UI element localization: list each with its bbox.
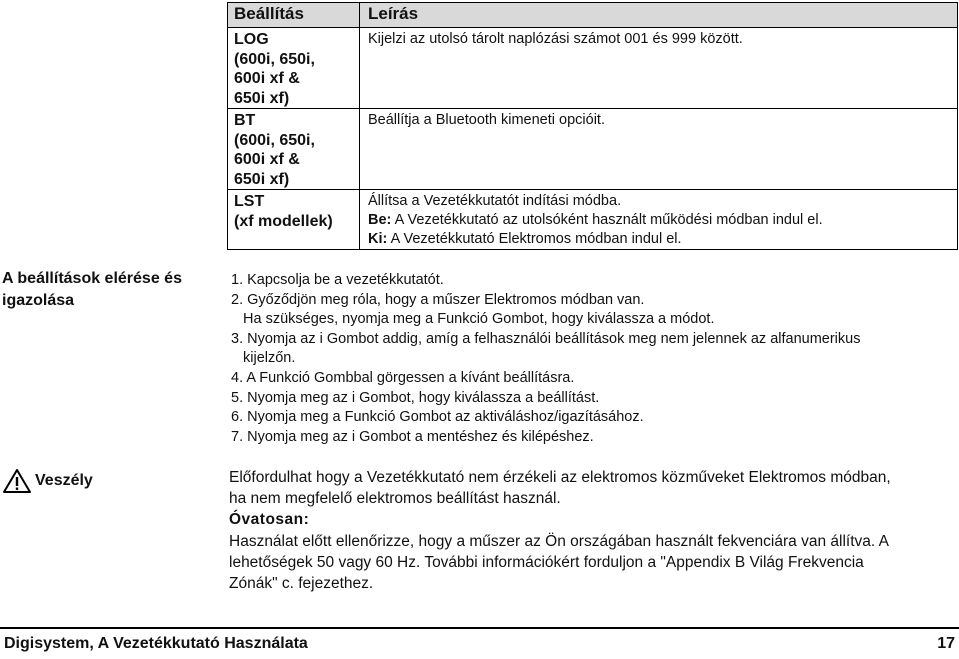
ki-label: Ki: xyxy=(368,231,388,247)
setting-cell xyxy=(228,28,360,109)
setting-line: 650i xf) xyxy=(234,89,290,107)
table-row xyxy=(228,190,958,250)
step-item: 3. Nyomja az i Gombot addig, amíg a felhasználói beállítások meg nem jelennek az alfanumerikus xyxy=(231,330,861,347)
table-row xyxy=(228,28,958,109)
setting-line: 600i xf & xyxy=(234,70,300,87)
table-header-row xyxy=(228,3,958,28)
description-cell xyxy=(360,109,958,190)
danger-line: Előfordulhat hogy a Vezetékkutató nem érzékeli az elektromos közműveket Elektromos módban, xyxy=(229,469,891,486)
table-row xyxy=(228,109,958,190)
step-item: Ha szükséges, nyomja meg a Funkció Gombot, hogy kiválassza a módot. xyxy=(243,311,715,328)
setting-line: BT xyxy=(234,112,256,129)
be-text: A Vezetékkutató az utolsóként használt működési módban indul el. xyxy=(391,212,823,228)
step-item: 5. Nyomja meg az i Gombot, hogy kiválassza a beállítást. xyxy=(231,389,600,406)
access-heading-line: igazolása xyxy=(2,292,75,309)
ki-text: A Vezetékkutató Elektromos módban indul el. xyxy=(387,231,682,247)
access-heading xyxy=(2,268,207,312)
page-footer xyxy=(0,627,959,659)
caution-label: Óvatosan: xyxy=(229,511,310,529)
settings-table xyxy=(227,2,958,250)
ki-line xyxy=(368,230,957,249)
page-number: 17 xyxy=(937,635,955,652)
steps-list xyxy=(231,271,957,447)
description-line: Állítsa a Vezetékkutatót indítási módba. xyxy=(368,193,622,209)
be-line xyxy=(368,211,957,230)
footer-title: Digisystem, A Vezetékkutató Használata xyxy=(4,635,308,652)
setting-line: (600i, 650i, xyxy=(234,131,315,149)
setting-line: LOG xyxy=(234,31,269,48)
header-description: Leírás xyxy=(360,3,958,28)
danger-line: lehetőségek 50 vagy 60 Hz. További információkért forduljon a "Appendix B Világ Frekvencia xyxy=(229,553,864,571)
step-item: 1. Kapcsolja be a vezetékkutatót. xyxy=(231,272,444,288)
danger-line: ha nem megfelelő elektromos beállítást használ. xyxy=(229,490,561,508)
setting-line: LST xyxy=(234,193,265,210)
step-item: kijelzőn. xyxy=(243,350,296,367)
header-setting: Beállítás xyxy=(228,3,360,28)
description-line: Kijelzi az utolsó tárolt naplózási számot 001 és 999 között. xyxy=(368,31,743,47)
step-item: 4. A Funkció Gombbal görgessen a kívánt beállításra. xyxy=(231,369,575,386)
description-line: Beállítja a Bluetooth kimeneti opcióit. xyxy=(368,112,605,128)
setting-line: 600i xf & xyxy=(234,151,300,168)
setting-cell xyxy=(228,109,360,190)
step-item: 6. Nyomja meg a Funkció Gombot az aktiváláshoz/igazításához. xyxy=(231,409,644,426)
step-item: 7. Nyomja meg az i Gombot a mentéshez és kilépéshez. xyxy=(231,428,594,445)
setting-line: (600i, 650i, xyxy=(234,50,315,68)
step-item: 2. Győződjön meg róla, hogy a műszer Elektromos módban van. xyxy=(231,291,645,308)
danger-heading xyxy=(2,468,93,494)
setting-line: (xf modellek) xyxy=(234,212,333,230)
danger-line: Használat előtt ellenőrizze, hogy a műszer az Ön országában használt fekvenciára van állítva. A xyxy=(229,532,889,550)
access-heading-line: A beállítások elérése és xyxy=(2,270,182,287)
be-label: Be: xyxy=(368,212,392,228)
description-cell xyxy=(360,28,958,109)
danger-line: Zónák" c. fejezethez. xyxy=(229,575,374,593)
setting-line: 650i xf) xyxy=(234,170,290,188)
description-cell xyxy=(360,190,958,250)
setting-cell xyxy=(228,190,360,250)
danger-label: Veszély xyxy=(35,472,93,489)
warning-triangle-icon xyxy=(2,468,32,494)
danger-text xyxy=(229,467,957,594)
